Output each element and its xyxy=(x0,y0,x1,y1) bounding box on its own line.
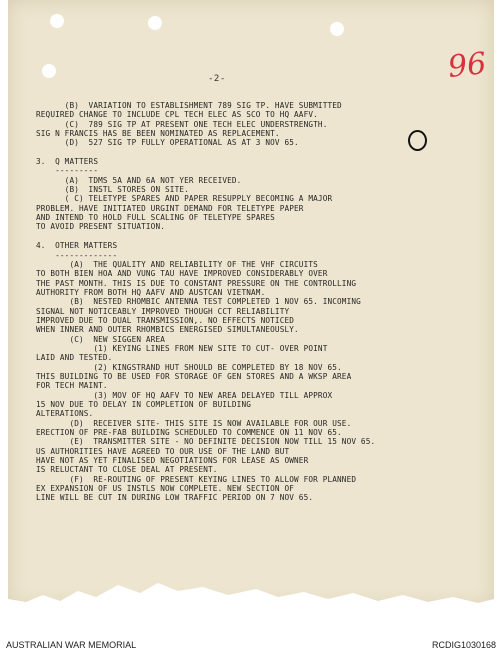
page-number: -2- xyxy=(208,74,226,84)
torn-edge xyxy=(8,577,494,607)
document-line: THE PAST MONTH. THIS IS DUE TO CONSTANT PRESSURE ON THE CONTROLLING xyxy=(36,278,357,288)
punch-hole xyxy=(330,22,344,36)
handwritten-folio-number: 96 xyxy=(446,46,488,85)
document-line: (A) THE QUALITY AND RELIABILITY OF THE VHF CIRCUITS xyxy=(36,259,318,269)
document-line: ( C) TELETYPE SPARES AND PAPER RESUPPLY BECOMING A MAJOR xyxy=(36,194,333,204)
document-body xyxy=(36,101,456,503)
document-line: LINE WILL BE CUT IN DURING LOW TRAFFIC PERIOD ON 7 NOV 65. xyxy=(36,493,314,503)
document-line: AUTHORITY FROM BOTH HQ AAFV AND AUSTCAN VIETNAM. xyxy=(36,287,266,297)
document-line: ERECTION OF PRE-FAB BUILDING SCHEDULED TO COMMENCE ON 11 NOV 65. xyxy=(36,428,342,438)
document-line: WHEN INNER AND OUTER RHOMBICS ENERGISED SIMULTANEOUSLY. xyxy=(36,325,299,335)
document-line: (B) VARIATION TO ESTABLISHMENT 789 SIG TP. HAVE SUBMITTED xyxy=(36,101,342,110)
document-line: (A) TDMS 5A AND 6A NOT YER RECEIVED. xyxy=(36,175,242,185)
document-line: PROBLEM. HAVE INITIATED URGINT DEMAND FOR TELETYPE PAPER xyxy=(36,203,304,213)
document-line: (B) NESTED RHOMBIC ANTENNA TEST COMPLETED 1 NOV 65. INCOMING xyxy=(36,297,361,307)
document-line: (1) KEYING LINES FROM NEW SITE TO CUT- OVER POINT xyxy=(36,343,328,353)
document-line: (C) 789 SIG TP AT PRESENT ONE TECH ELEC UNDERSTRENGTH. xyxy=(36,119,328,129)
document-line: TO AVOID PRESENT SITUATION. xyxy=(36,222,166,232)
document-line: (3) MOV OF HQ AAFV TO NEW AREA DELAYED TILL APPROX xyxy=(36,390,333,400)
document-line: --------- xyxy=(36,166,99,176)
document-line: HAVE NOT AS YET FINALISED NEGOTIATIONS FOR LEASE AS OWNER xyxy=(36,456,309,466)
document-line: (F) RE-ROUTING OF PRESENT KEYING LINES TO ALLOW FOR PLANNED xyxy=(36,474,357,484)
document-line: LAID AND TESTED. xyxy=(36,353,113,363)
document-line: ALTERATIONS. xyxy=(36,409,94,419)
document-line: SIGNAL NOT NOTICEABLY IMPROVED THOUGH CCT RELIABILITY xyxy=(36,306,290,316)
document-line: EX EXPANSION OF US INSTLS NOW COMPLETE. NEW SECTION OF xyxy=(36,484,295,494)
document-line: (C) NEW SIGGEN AREA xyxy=(36,334,166,344)
document-line: IS RELUCTANT TO CLOSE DEAL AT PRESENT. xyxy=(36,465,218,475)
document-line: SIG N FRANCIS HAS BE BEEN NOMINATED AS REPLACEMENT. xyxy=(36,129,280,139)
footer-archive-name: AUSTRALIAN WAR MEMORIAL xyxy=(6,640,137,650)
document-line: THIS BUILDING TO BE USED FOR STORAGE OF GEN STORES AND A WKSP AREA xyxy=(36,371,352,381)
document-line: (B) INSTL STORES ON SITE. xyxy=(36,185,189,195)
punch-hole xyxy=(50,14,64,28)
document-line: (D) RECEIVER SITE- THIS SITE IS NOW AVAILABLE FOR OUR USE. xyxy=(36,418,352,428)
document-line: (E) TRANSMITTER SITE - NO DEFINITE DECISION NOW TILL 15 NOV 65. xyxy=(36,437,376,447)
document-line: (D) 527 SIG TP FULLY OPERATIONAL AS AT 3 NOV 65. xyxy=(36,138,299,148)
document-line: REQUIRED CHANGE TO INCLUDE CPL TECH ELEC AS SCO TO HQ AAFV. xyxy=(36,110,318,120)
document-line: US AUTHORITIES HAVE AGREED TO OUR USE OF THE LAND BUT xyxy=(36,446,290,456)
document-line: 15 NOV DUE TO DELAY IN COMPLETION OF BUILDING xyxy=(36,400,252,409)
document-line: IMPROVED DUE TO DUAL TRANSMISSION,. NO EFFECTS NOTICED xyxy=(36,315,295,325)
document-line: FOR TECH MAINT. xyxy=(36,381,108,391)
document-line xyxy=(36,148,456,157)
document-line: ------------- xyxy=(36,250,118,260)
document-line: TO BOTH BIEN HOA AND VUNG TAU HAVE IMPROVED CONSIDERABLY OVER xyxy=(36,269,328,279)
footer-record-id: RCDIG1030168 xyxy=(431,640,496,650)
punch-hole xyxy=(148,16,162,30)
document-line: AND INTEND TO HOLD FULL SCALING OF TELETYPE SPARES xyxy=(36,213,275,223)
punch-hole xyxy=(42,64,56,78)
document-line xyxy=(36,232,456,241)
document-line: 4. OTHER MATTERS xyxy=(36,241,118,251)
document-page xyxy=(8,0,494,606)
document-line: 3. Q MATTERS xyxy=(36,157,99,167)
document-line: (2) KINGSTRAND HUT SHOULD BE COMPLETED BY 18 NOV 65. xyxy=(36,362,342,372)
